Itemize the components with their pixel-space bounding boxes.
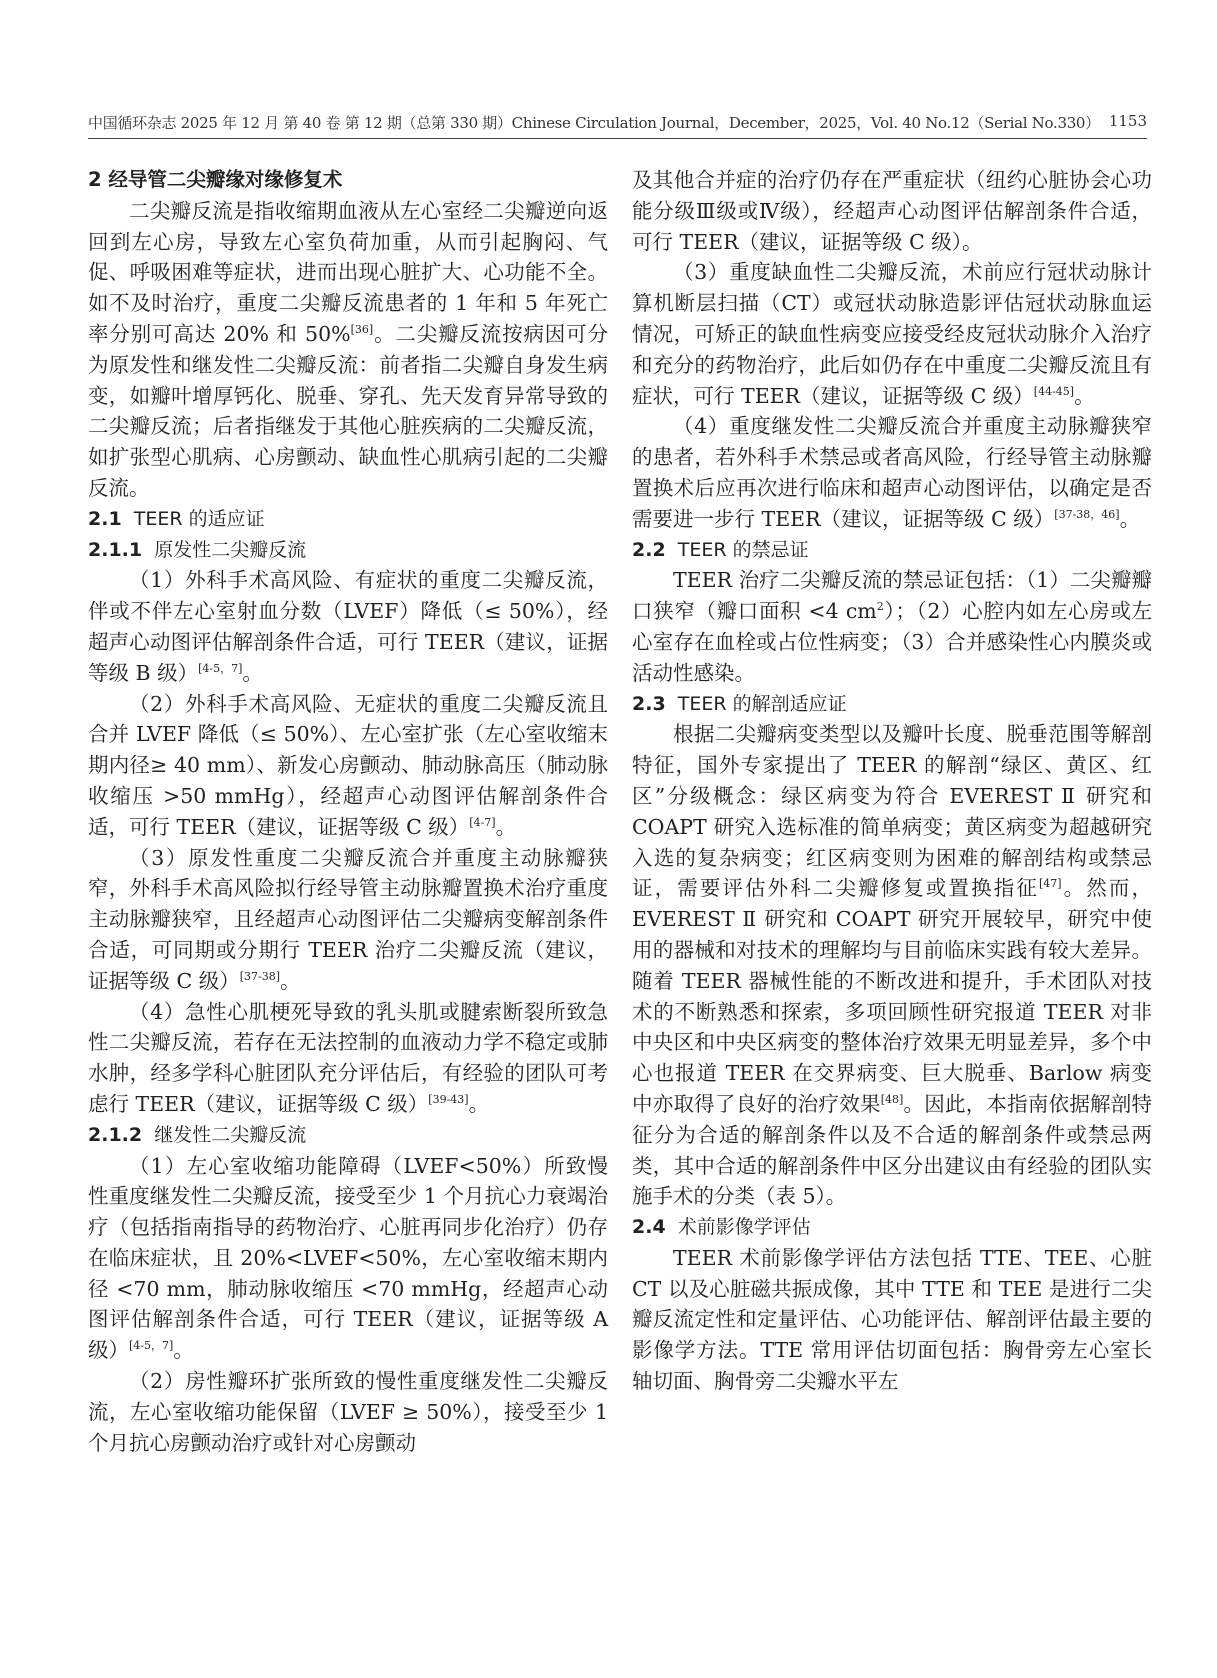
citation: [44-45]: [1033, 384, 1075, 398]
citation: [47]: [1038, 877, 1062, 891]
paragraph: （4）重度继发性二尖瓣反流合并重度主动脉瓣狭窄的患者，若外科手术禁忌或者高风险，行经导管主动脉瓣置换术后应再次进行临床和超声心动图评估，以确定是否需要进一步行 TEER（建议，证据等级 C 级）[37-38，46]。: [632, 414, 1152, 531]
citation: [37-38]: [239, 969, 281, 983]
paragraph: （2）房性瓣环扩张所致的慢性重度继发性二尖瓣反流，左心室收缩功能保留（LVEF ≥ 50%），接受至少 1 个月抗心房颤动治疗或针对心房颤动: [88, 1369, 608, 1455]
citation: [4-5，7]: [198, 661, 243, 675]
paragraph: （4）急性心肌梗死导致的乳头肌或腱索断裂所致急性二尖瓣反流，若存在无法控制的血液动力学不稳定或肺水肿，经多学科心脏团队充分评估后，有经验的团队可考虑行 TEER（建议，证据等级 C 级）[39-43]。: [88, 999, 608, 1116]
citation: [36]: [350, 323, 374, 337]
left-column: [88, 165, 608, 1458]
paragraph: 根据二尖瓣病变类型以及瓣叶长度、脱垂范围等解剖特征，国外专家提出了 TEER 的解剖“绿区、黄区、红区”分级概念：绿区病变为符合 EVEREST Ⅱ 研究和 COAPT 研究入选标准的简单病变；黄区病变为超越研究入选的复杂病变；红区病变则为困难的解剖结构或禁忌证，需要评估外科二尖瓣修复或置换指征[47]。然而，EVEREST Ⅱ 研究和 COAPT 研究开展较早，研究中使用的器械和对技术的理解均与目前临床实践有较大差异。随着 TEER 器械性能的不断改进和提升，手术团队对技术的不断熟悉和探索，多项回顾性研究报道 TEER 对非中央区和中央区病变的整体治疗效果无明显差异，多个中心也报道 TEER 在交界病变、巨大脱垂、Barlow 病变中亦取得了良好的治疗效果[48]。因此，本指南依据解剖特征分为合适的解剖条件以及不合适的解剖条件或禁忌两类，其中合适的解剖条件中区分出建议由有经验的团队实施手术的分类（表 5）。: [632, 722, 1152, 1209]
subsection-heading: 2.1 TEER 的适应证: [88, 507, 265, 530]
citation: [37-38，46]: [1054, 507, 1120, 521]
citation: [39-43]: [428, 1093, 469, 1107]
citation: [4-7]: [469, 815, 496, 829]
paragraph: TEER 治疗二尖瓣反流的禁忌证包括：（1）二尖瓣瓣口狭窄（瓣口面积 <4 $cm^2$）；（2）心腔内如左心房或左心室存在血栓或占位性病变；（3）合并感染性心内膜炎或活动性感染。: [632, 568, 1152, 685]
paragraph: （1）左心室收缩功能障碍（LVEF<50%）所致慢性重度继发性二尖瓣反流，接受至少 1 个月抗心力衰竭治疗（包括指南指导的药物治疗、心脏再同步化治疗）仍存在临床症状，且 20%<LVEF<50%，左心室收缩末期内径 <70 mm，肺动脉收缩压 <70 mmHg，经超声心动图评估解剖条件合适，可行 TEER（建议，证据等级 A 级）[4-5，7]。: [88, 1153, 608, 1363]
subsection-heading: 2.1.2 继发性二尖瓣反流: [88, 1123, 307, 1146]
subsection-heading: 2.1.1 原发性二尖瓣反流: [88, 538, 307, 561]
section-heading: 2 经导管二尖瓣缘对缘修复术: [88, 168, 343, 191]
paragraph: （3）原发性重度二尖瓣反流合并重度主动脉瓣狭窄，外科手术高风险拟行经导管主动脉瓣置换术治疗重度主动脉瓣狭窄，且经超声心动图评估二尖瓣病变解剖条件合适，可同期或分期行 TEER 治疗二尖瓣反流（建议，证据等级 C 级）[37-38]。: [88, 845, 608, 993]
citation: [48]: [880, 1093, 904, 1107]
page-number: 1153: [1108, 112, 1147, 130]
paragraph: （2）外科手术高风险、无症状的重度二尖瓣反流且合并 LVEF 降低（≤ 50%）、左心室扩张（左心室收缩末期内径≥ 40 mm）、新发心房颤动、肺动脉高压（肺动脉收缩压 >50 mmHg），经超声心动图评估解剖条件合适，可行 TEER（建议，证据等级 C 级）[4-7]。: [88, 691, 608, 839]
subsection-heading: 2.2 TEER 的禁忌证: [632, 538, 809, 561]
header-rule: [88, 138, 1147, 139]
paragraph: TEER 术前影像学评估方法包括 TTE、TEE、心脏 CT 以及心脏磁共振成像，其中 TTE 和 TEE 是进行二尖瓣反流定性和定量评估、心功能评估、解剖评估最主要的影像学方法。TTE 常用评估切面包括：胸骨旁左心室长轴切面、胸骨旁二尖瓣水平左: [632, 1245, 1152, 1394]
superscript: 2: [876, 600, 884, 614]
paragraph: 及其他合并症的治疗仍存在严重症状（纽约心脏协会心功能分级Ⅲ级或Ⅳ级），经超声心动图评估解剖条件合适，可行 TEER（建议，证据等级 C 级）。: [632, 168, 1152, 254]
paragraph: 二尖瓣反流是指收缩期血液从左心室经二尖瓣逆向返回到左心房，导致左心室负荷加重，从而引起胸闷、气促、呼吸困难等症状，进而出现心脏扩大、心功能不全。如不及时治疗，重度二尖瓣反流患者的 1 年和 5 年死亡率分别可高达 20% 和 50%[36]。二尖瓣反流按病因可分为原发性和继发性二尖瓣反流：前者指二尖瓣自身发生病变，如瓣叶增厚钙化、脱垂、穿孔、先天发育异常导致的二尖瓣反流；后者指继发于其他心脏疾病的二尖瓣反流，如扩张型心肌病、心房颤动、缺血性心肌病引起的二尖瓣反流。: [88, 198, 608, 500]
running-header: [88, 112, 1147, 140]
subsection-heading: 2.4 术前影像学评估: [632, 1216, 811, 1239]
right-column: [632, 165, 1152, 1397]
paragraph: （1）外科手术高风险、有症状的重度二尖瓣反流，伴或不伴左心室射血分数（LVEF）降低（≤ 50%），经超声心动图评估解剖条件合适，可行 TEER（建议，证据等级 B 级）[4-5，7]。: [88, 568, 608, 685]
paragraph: （3）重度缺血性二尖瓣反流，术前应行冠状动脉计算机断层扫描（CT）或冠状动脉造影评估冠状动脉血运情况，可矫正的缺血性病变应接受经皮冠状动脉介入治疗和充分的药物治疗，此后如仍存在中重度二尖瓣反流且有症状，可行 TEER（建议，证据等级 C 级）[44-45]。: [632, 260, 1152, 408]
subsection-heading: 2.3 TEER 的解剖适应证: [632, 692, 847, 715]
citation: [4-5，7]: [129, 1339, 174, 1353]
journal-citation: 中国循环杂志 2025 年 12 月 第 40 卷 第 12 期（总第 330 期）Chinese Circulation Journal，December，2025，Vol. 40 No.12（Serial No.330）: [88, 114, 1100, 132]
